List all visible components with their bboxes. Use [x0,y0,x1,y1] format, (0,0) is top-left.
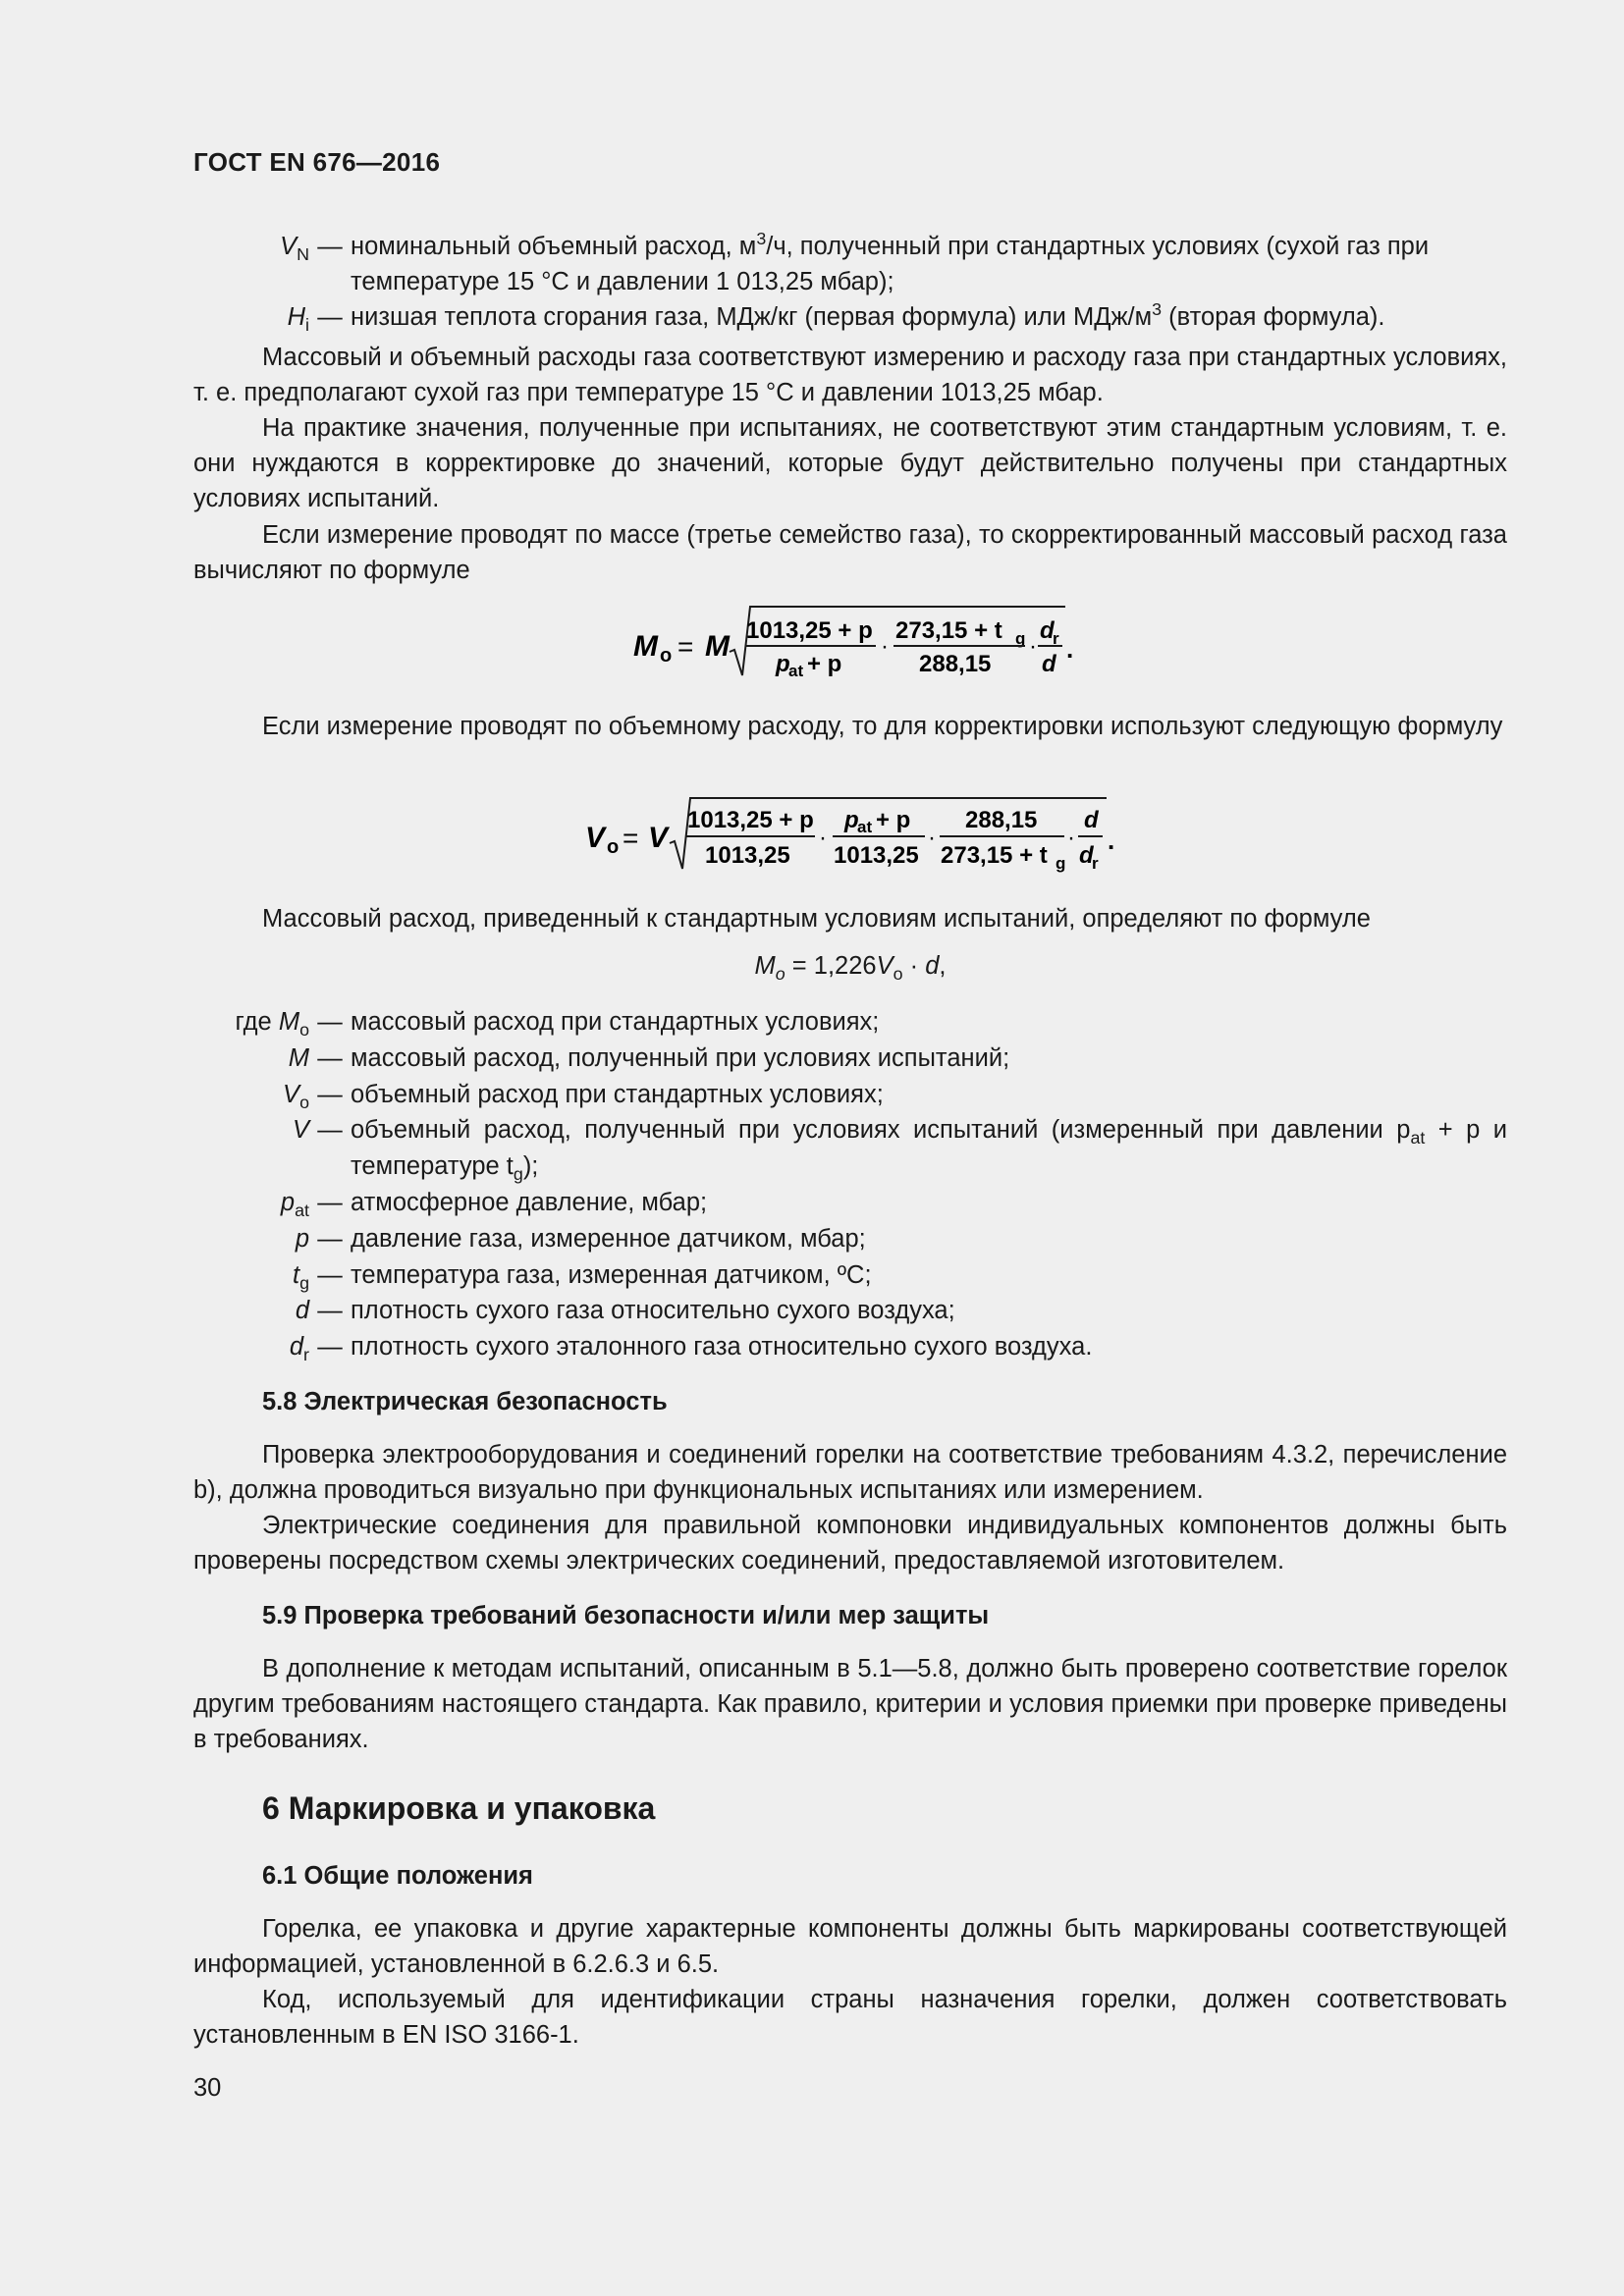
svg-text:1013,25 + p: 1013,25 + p [687,807,814,833]
svg-text:r: r [1092,854,1099,873]
paragraph: Электрические соединения для правильной компоновки индивидуальных компонентов должны быть проверены посредством схемы электрических соединений, предоставляемой изготовителем. [193,1512,1507,1575]
definition-row: где $M_o$ — массовый расход при стандартных условиях; [235,1008,880,1040]
paragraphs-a [193,340,1507,588]
paragraph-c [193,901,1507,936]
svg-text:·: · [1029,633,1037,660]
paragraph: Код, используемый для идентификации страны назначения горелки, должен соответствовать установленным в EN ISO 3166-1. [193,1986,1507,2049]
paragraph: Проверка электрооборудования и соединений горелки на соответствие требованиям 4.3.2, перечисление b), должна проводиться визуально при функциональных испытаниях или измерением. [193,1441,1507,1504]
svg-text:+ p: + p [876,807,911,833]
svg-text:at: at [857,818,873,836]
svg-text:.: . [1066,634,1074,664]
svg-text:273,15 + t: 273,15 + t [895,617,1002,644]
svg-text:o: o [660,645,673,667]
svg-text:p: p [844,807,859,833]
svg-text:p: p [776,651,790,677]
definition-row: d — плотность сухого газа относительно сухого воздуха; [295,1297,955,1325]
formula-volume-correction [579,788,1129,879]
svg-text:at: at [788,662,804,680]
svg-text:V: V [648,822,669,854]
svg-text:·: · [928,825,936,851]
svg-text:.: . [1108,826,1115,855]
section-heading: 5.8 Электрическая безопасность [262,1388,668,1415]
svg-text:·: · [881,633,889,660]
svg-text:273,15 + t: 273,15 + t [941,842,1048,869]
svg-text:=: = [623,823,639,853]
formula-lhs: M [633,630,658,663]
paragraph-b [193,709,1507,744]
svg-text:g: g [1015,629,1026,648]
definition-row: V — объемный расход, полученный при условиях испытаний (измеренный при давлении $p_{at} + p$ и температуре $t_g$); [292,1116,1507,1185]
paragraph: Массовый и объемный расходы газа соответствуют измерению и расходу газа при стандартных условиях, т. е. предполагают сухой газ при температуре 15 °C и давлении 1013,25 мбар. [193,344,1507,406]
section-heading: 5.9 Проверка требований безопасности и/или мер защиты [262,1602,990,1629]
paragraph: Если измерение проводят по объемному расходу, то для корректировки используют следующую формулу [262,713,1503,740]
definition-text: номинальный объемный расход, $м^3/ч$, полученный при стандартных условиях (сухой газ при температуре 15 °C и давлении 1 013,25 мбар); [351,229,1430,295]
paragraph: На практике значения, полученные при испытаниях, не соответствуют этим стандартным условиям, т. е. они нуждаются в корректировке до значений, которые будут действительно получены при стандартных условиях испытаний. [193,414,1507,512]
definition-row: $d_r$ — плотность сухого эталонного газа относительно сухого воздуха. [289,1333,1093,1365]
svg-text:r: r [1053,629,1059,648]
definition-symbol: H [287,303,306,331]
section-heading: 6.1 Общие положения [262,1862,533,1890]
svg-text:288,15: 288,15 [919,651,992,677]
definition-text: низшая теплота сгорания газа, МДж/кг (первая формула) или МДж/$м^3$ (вторая формула). [351,299,1385,331]
definition-row: $p_{at}$ — атмосферное давление, мбар; [280,1188,708,1220]
definition-row: $H_i$ — низшая теплота сгорания газа, МДж/кг (первая формула) или МДж/$м^3$ (вторая формула). [193,299,1507,335]
formula-mass-correction [628,595,1080,683]
svg-text:d: d [1042,651,1056,677]
svg-text:1013,25: 1013,25 [705,842,790,869]
definition-row: p — давление газа, измеренное датчиком, мбар; [295,1224,866,1253]
chapter-heading: 6 Маркировка и упаковка [262,1790,656,1826]
definition-row: $t_g$ — температура газа, измеренная датчиком, ºС; [292,1260,872,1293]
svg-text:·: · [1067,825,1075,851]
paragraph: В дополнение к методам испытаний, описанным в 5.1—5.8, должно быть проверено соответствие горелок другим требованиям настоящего стандарта. Как правило, критерии и условия приемки при проверке приведены в требованиях. [193,1655,1507,1753]
svg-text:1013,25 + p: 1013,25 + p [746,617,873,644]
section-5-8 [193,1384,1507,1578]
section-6-1 [193,1858,1507,2053]
paragraph: Если измерение проводят по массе (третье семейство газа), то скорректированный массовый расход газа вычисляют по формуле [193,521,1507,584]
section-6 [193,1790,1507,1826]
definition-row: M — массовый расход, полученный при условиях испытаний; [288,1043,1010,1072]
svg-text:1013,25: 1013,25 [834,842,919,869]
svg-text:o: o [607,836,620,858]
svg-text:V: V [585,822,606,854]
svg-text:M: M [705,630,730,663]
svg-text:288,15: 288,15 [965,807,1038,833]
paragraph: Массовый расход, приведенный к стандартным условиям испытаний, определяют по формуле [262,905,1371,933]
svg-text:g: g [1056,854,1066,873]
section-5-9 [193,1598,1507,1757]
where-definitions [172,1004,1507,1365]
page-number: 30 [193,2074,222,2102]
svg-text:d: d [1040,617,1055,644]
definition-row: $V_o$ — объемный расход при стандартных условиях; [283,1080,884,1112]
svg-text:d: d [1079,842,1094,869]
definition-row: $V_N$ — номинальный объемный расход, $м^3/ч$, полученный при стандартных условиях (сухой газ при температуре 15 °C и давлении 1 013,25 мбар); [193,229,1507,299]
definition-symbol: V [280,233,298,260]
svg-text:d: d [1084,807,1099,833]
top-definitions [193,229,1507,335]
formula-mass-from-volume: $M_o = 1,226V_o \cdot d$, [754,952,947,984]
paragraph: Горелка, ее упаковка и другие характерные компоненты должны быть маркированы соответствующей информацией, установленной в 6.2.6.3 и 6.5. [193,1915,1507,1978]
svg-text:+ p: + p [807,651,842,677]
svg-text:·: · [819,825,827,851]
document-header: ГОСТ EN 676—2016 [193,147,441,177]
svg-text:=: = [677,631,694,662]
